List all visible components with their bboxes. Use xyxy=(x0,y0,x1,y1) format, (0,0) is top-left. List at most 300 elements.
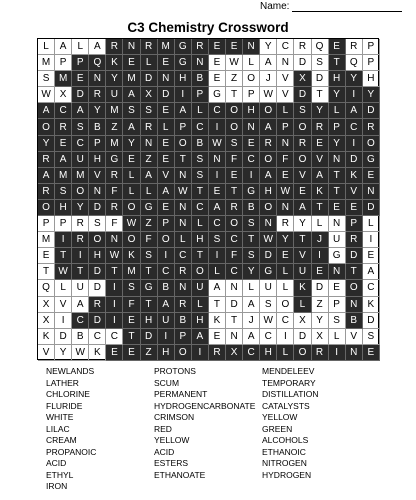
grid-cell: Q xyxy=(38,280,55,296)
grid-cell: P xyxy=(329,297,346,313)
grid-cell: O xyxy=(346,280,363,296)
word-item: RED xyxy=(154,423,172,434)
grid-cell: I xyxy=(209,248,226,264)
grid-cell: W xyxy=(55,264,72,280)
grid-cell: E xyxy=(329,280,346,296)
grid-cell: R xyxy=(38,184,55,200)
grid-cell: A xyxy=(72,297,89,313)
grid-cell: I xyxy=(158,329,175,345)
grid-cell: T xyxy=(312,200,329,216)
grid-cell: N xyxy=(89,71,106,87)
word-item: MENDELEEV xyxy=(262,366,315,376)
grid-cell: N xyxy=(106,232,123,248)
grid-cell: N xyxy=(329,264,346,280)
grid-cell: R xyxy=(72,216,89,232)
grid-cell: V xyxy=(294,248,311,264)
grid-cell: H xyxy=(175,71,192,87)
grid-cell: X xyxy=(226,345,243,361)
grid-cell: B xyxy=(192,71,209,87)
grid-cell: I xyxy=(192,345,209,361)
grid-cell: N xyxy=(226,280,243,296)
grid-cell: O xyxy=(294,119,311,135)
grid-cell: V xyxy=(346,184,363,200)
grid-cell: S xyxy=(192,168,209,184)
grid-cell: A xyxy=(209,280,226,296)
grid-cell: O xyxy=(226,216,243,232)
grid-cell: P xyxy=(175,119,192,135)
grid-cell: C xyxy=(226,264,243,280)
grid-cell: C xyxy=(346,119,363,135)
grid-cell: P xyxy=(158,216,175,232)
grid-cell: R xyxy=(346,39,363,55)
grid-cell: L xyxy=(192,216,209,232)
grid-cell: C xyxy=(363,280,380,296)
grid-cell: K xyxy=(209,313,226,329)
grid-cell: D xyxy=(89,313,106,329)
grid-cell: P xyxy=(89,136,106,152)
grid-cell: R xyxy=(294,39,311,55)
grid-cell: D xyxy=(226,297,243,313)
grid-cell: C xyxy=(277,313,294,329)
grid-cell: R xyxy=(106,168,123,184)
grid-cell: C xyxy=(243,345,260,361)
grid-cell: R xyxy=(141,39,158,55)
grid-cell: O xyxy=(158,232,175,248)
grid-cell: H xyxy=(260,345,277,361)
grid-cell: M xyxy=(106,103,123,119)
grid-cell: W xyxy=(72,345,89,361)
grid-cell: R xyxy=(260,136,277,152)
grid-cell: O xyxy=(363,136,380,152)
grid-cell: P xyxy=(363,55,380,71)
grid-cell: T xyxy=(141,297,158,313)
grid-cell: I xyxy=(55,313,72,329)
grid-cell: K xyxy=(363,297,380,313)
grid-cell: H xyxy=(89,248,106,264)
grid-cell: Z xyxy=(106,119,123,135)
word-item: PROPANOIC xyxy=(46,446,97,457)
grid-cell: O xyxy=(277,297,294,313)
grid-cell: L xyxy=(141,55,158,71)
grid-cell: Y xyxy=(346,71,363,87)
grid-cell: F xyxy=(106,184,123,200)
grid-cell: R xyxy=(277,216,294,232)
grid-cell: B xyxy=(243,200,260,216)
grid-cell: L xyxy=(38,39,55,55)
grid-cell: D xyxy=(363,103,380,119)
word-item: GREEN xyxy=(262,423,293,434)
grid-cell: Z xyxy=(141,345,158,361)
grid-cell: N xyxy=(175,280,192,296)
grid-cell: G xyxy=(141,200,158,216)
grid-cell: P xyxy=(329,119,346,135)
grid-cell: C xyxy=(226,232,243,248)
grid-cell: A xyxy=(260,119,277,135)
grid-cell: B xyxy=(192,136,209,152)
grid-cell: D xyxy=(72,87,89,103)
grid-cell: E xyxy=(123,345,140,361)
grid-cell: H xyxy=(192,232,209,248)
grid-cell: L xyxy=(175,232,192,248)
grid-cell: W xyxy=(260,313,277,329)
grid-cell: S xyxy=(243,216,260,232)
word-item: ESTERS xyxy=(154,458,189,468)
grid-cell: P xyxy=(346,216,363,232)
grid-cell: L xyxy=(294,297,311,313)
grid-cell: O xyxy=(294,152,311,168)
grid-cell: T xyxy=(38,264,55,280)
grid-cell: E xyxy=(106,345,123,361)
grid-cell: O xyxy=(72,184,89,200)
grid-cell: E xyxy=(363,168,380,184)
word-item: NITROGEN xyxy=(262,458,307,468)
grid-cell: R xyxy=(55,119,72,135)
word-item: ETHANOATE xyxy=(154,469,206,480)
grid-cell: R xyxy=(294,136,311,152)
grid-cell: X xyxy=(141,87,158,103)
grid-cell: K xyxy=(312,184,329,200)
grid-cell: N xyxy=(243,119,260,135)
grid-cell: U xyxy=(192,280,209,296)
grid-cell: F xyxy=(141,232,158,248)
word-item: CRIMSON xyxy=(154,412,195,422)
grid-cell: E xyxy=(123,313,140,329)
word-item: PROTONS xyxy=(154,366,196,376)
grid-cell: E xyxy=(277,168,294,184)
grid-cell: G xyxy=(209,87,226,103)
grid-cell: U xyxy=(72,280,89,296)
grid-cell: N xyxy=(277,55,294,71)
word-item xyxy=(154,481,262,493)
grid-cell: A xyxy=(346,103,363,119)
grid-cell: E xyxy=(346,200,363,216)
grid-cell: M xyxy=(55,71,72,87)
word-item: TEMPORARY xyxy=(262,377,316,388)
grid-cell: L xyxy=(141,184,158,200)
grid-cell: C xyxy=(192,119,209,135)
grid-cell: N xyxy=(175,200,192,216)
grid-cell: G xyxy=(329,248,346,264)
word-list xyxy=(46,366,386,493)
grid-cell: G xyxy=(260,264,277,280)
grid-cell: T xyxy=(226,313,243,329)
grid-cell: T xyxy=(329,168,346,184)
grid-cell: N xyxy=(346,345,363,361)
grid-cell: S xyxy=(329,313,346,329)
grid-cell: A xyxy=(260,168,277,184)
grid-cell: Y xyxy=(294,216,311,232)
grid-cell: Y xyxy=(312,103,329,119)
grid-cell: J xyxy=(312,232,329,248)
word-item: CATALYSTS xyxy=(262,400,310,411)
grid-cell: I xyxy=(346,87,363,103)
grid-cell: M xyxy=(106,136,123,152)
word-item: ACID xyxy=(154,446,175,457)
grid-cell: B xyxy=(175,313,192,329)
grid-cell: D xyxy=(294,329,311,345)
grid-cell: E xyxy=(226,168,243,184)
grid-cell: N xyxy=(346,297,363,313)
grid-cell: T xyxy=(243,232,260,248)
grid-cell: N xyxy=(243,39,260,55)
name-row xyxy=(260,1,402,12)
grid-cell: X xyxy=(312,329,329,345)
grid-cell: U xyxy=(72,152,89,168)
grid-cell: E xyxy=(277,248,294,264)
word-item: LILAC xyxy=(46,423,70,434)
grid-cell: G xyxy=(363,152,380,168)
grid-cell: I xyxy=(277,329,294,345)
grid-cell: A xyxy=(175,103,192,119)
grid-cell: D xyxy=(89,200,106,216)
grid-cell: O xyxy=(192,264,209,280)
grid-cell: D xyxy=(158,87,175,103)
grid-cell: T xyxy=(106,264,123,280)
grid-cell: Z xyxy=(226,71,243,87)
grid-cell: H xyxy=(260,184,277,200)
grid-cell: G xyxy=(175,55,192,71)
grid-cell: T xyxy=(329,55,346,71)
grid-cell: Y xyxy=(106,71,123,87)
grid-cell: B xyxy=(72,329,89,345)
grid-cell: A xyxy=(72,103,89,119)
grid-cell: C xyxy=(106,329,123,345)
grid-cell: L xyxy=(277,264,294,280)
grid-cell: C xyxy=(209,103,226,119)
grid-cell: J xyxy=(260,71,277,87)
grid-cell: O xyxy=(38,200,55,216)
grid-cell: V xyxy=(89,168,106,184)
grid-cell: Y xyxy=(123,136,140,152)
word-item: YELLOW xyxy=(262,412,298,422)
grid-cell: S xyxy=(141,248,158,264)
grid-cell: H xyxy=(141,313,158,329)
grid-cell: M xyxy=(158,39,175,55)
grid-cell: A xyxy=(158,184,175,200)
grid-cell: F xyxy=(226,248,243,264)
grid-cell: E xyxy=(209,71,226,87)
grid-cell: I xyxy=(72,248,89,264)
grid-cell: O xyxy=(175,345,192,361)
grid-cell: A xyxy=(243,329,260,345)
grid-cell: D xyxy=(141,71,158,87)
grid-cell: E xyxy=(38,248,55,264)
grid-cell: S xyxy=(38,71,55,87)
grid-cell: S xyxy=(123,280,140,296)
grid-cell: R xyxy=(89,297,106,313)
grid-cell: P xyxy=(38,216,55,232)
grid-cell: X xyxy=(38,313,55,329)
grid-cell: N xyxy=(175,216,192,232)
word-item: ETHYL xyxy=(46,469,74,480)
grid-cell: W xyxy=(106,248,123,264)
word-item xyxy=(262,481,382,493)
grid-cell: D xyxy=(141,329,158,345)
grid-cell: I xyxy=(209,168,226,184)
grid-cell: A xyxy=(89,39,106,55)
grid-cell: Y xyxy=(55,345,72,361)
grid-cell: V xyxy=(55,297,72,313)
grid-cell: R xyxy=(38,152,55,168)
grid-cell: N xyxy=(123,39,140,55)
grid-cell: C xyxy=(209,216,226,232)
grid-cell: E xyxy=(243,136,260,152)
word-item: ACID xyxy=(46,458,67,468)
crossword-grid xyxy=(37,38,379,360)
grid-cell: S xyxy=(294,103,311,119)
grid-cell: E xyxy=(158,200,175,216)
grid-cell: D xyxy=(294,87,311,103)
grid-cell: R xyxy=(312,119,329,135)
grid-cell: D xyxy=(260,248,277,264)
grid-cell: K xyxy=(106,55,123,71)
grid-cell: M xyxy=(38,232,55,248)
name-line[interactable] xyxy=(292,2,402,12)
grid-cell: V xyxy=(312,152,329,168)
grid-cell: R xyxy=(363,119,380,135)
grid-cell: U xyxy=(106,87,123,103)
grid-cell: R xyxy=(346,232,363,248)
grid-cell: E xyxy=(312,264,329,280)
grid-cell: G xyxy=(243,184,260,200)
grid-cell: H xyxy=(158,345,175,361)
word-item: CREAM xyxy=(46,435,77,445)
grid-cell: R xyxy=(141,119,158,135)
grid-cell: A xyxy=(209,200,226,216)
grid-cell: A xyxy=(243,297,260,313)
grid-cell: L xyxy=(243,280,260,296)
grid-cell: O xyxy=(89,232,106,248)
grid-cell: O xyxy=(260,200,277,216)
grid-cell: W xyxy=(123,216,140,232)
grid-cell: L xyxy=(72,39,89,55)
grid-cell: T xyxy=(346,264,363,280)
grid-cell: I xyxy=(175,87,192,103)
grid-cell: O xyxy=(260,152,277,168)
grid-cell: E xyxy=(329,200,346,216)
grid-cell: E xyxy=(123,152,140,168)
grid-cell: E xyxy=(209,39,226,55)
grid-cell: W xyxy=(175,184,192,200)
grid-cell: P xyxy=(277,119,294,135)
grid-cell: C xyxy=(175,248,192,264)
grid-cell: W xyxy=(38,87,55,103)
grid-cell: E xyxy=(363,345,380,361)
grid-cell: T xyxy=(175,152,192,168)
grid-cell: S xyxy=(141,103,158,119)
grid-cell: G xyxy=(106,152,123,168)
grid-cell: I xyxy=(329,345,346,361)
grid-cell: V xyxy=(294,168,311,184)
page-title: C3 Chemistry Crossword xyxy=(127,20,289,35)
grid-cell: M xyxy=(123,71,140,87)
grid-cell: T xyxy=(141,264,158,280)
grid-cell: Y xyxy=(89,103,106,119)
grid-cell: O xyxy=(294,345,311,361)
grid-cell: C xyxy=(192,200,209,216)
grid-cell: W xyxy=(209,136,226,152)
grid-cell: L xyxy=(123,168,140,184)
word-item: PERMANENT xyxy=(154,389,208,399)
grid-cell: L xyxy=(123,184,140,200)
grid-cell: E xyxy=(158,103,175,119)
grid-cell: C xyxy=(277,39,294,55)
grid-cell: K xyxy=(38,329,55,345)
grid-cell: U xyxy=(260,280,277,296)
grid-cell: A xyxy=(158,297,175,313)
word-item: HYDROGENCARBONATE xyxy=(154,400,256,411)
grid-cell: S xyxy=(55,184,72,200)
grid-cell: T xyxy=(72,264,89,280)
grid-cell: A xyxy=(38,168,55,184)
grid-cell: Q xyxy=(346,55,363,71)
grid-cell: T xyxy=(55,248,72,264)
grid-cell: A xyxy=(363,264,380,280)
grid-cell: R xyxy=(89,87,106,103)
grid-cell: E xyxy=(294,184,311,200)
grid-cell: R xyxy=(175,264,192,280)
grid-cell: D xyxy=(363,313,380,329)
grid-cell: I xyxy=(106,280,123,296)
grid-cell: Y xyxy=(243,264,260,280)
grid-cell: P xyxy=(72,55,89,71)
grid-cell: T xyxy=(192,248,209,264)
grid-cell: E xyxy=(158,55,175,71)
grid-cell: D xyxy=(312,280,329,296)
grid-cell: C xyxy=(89,329,106,345)
grid-cell: Y xyxy=(329,136,346,152)
grid-cell: T xyxy=(209,297,226,313)
word-item: FLURIDE xyxy=(46,400,83,411)
grid-cell: K xyxy=(346,168,363,184)
grid-cell: L xyxy=(158,119,175,135)
grid-cell: E xyxy=(55,136,72,152)
grid-cell: M xyxy=(123,264,140,280)
grid-cell: H xyxy=(329,71,346,87)
grid-cell: N xyxy=(158,71,175,87)
grid-cell: Y xyxy=(38,136,55,152)
grid-cell: F xyxy=(106,216,123,232)
word-item: IRON xyxy=(46,481,68,491)
grid-cell: I xyxy=(106,313,123,329)
grid-cell: N xyxy=(260,216,277,232)
grid-cell: T xyxy=(123,329,140,345)
grid-cell: E xyxy=(209,329,226,345)
grid-cell: D xyxy=(346,248,363,264)
grid-cell: L xyxy=(312,216,329,232)
word-item: DISTILLATION xyxy=(262,389,319,399)
grid-cell: W xyxy=(277,184,294,200)
grid-cell: D xyxy=(89,264,106,280)
grid-cell: N xyxy=(329,152,346,168)
grid-cell: L xyxy=(192,297,209,313)
grid-cell: P xyxy=(192,87,209,103)
grid-cell: A xyxy=(312,168,329,184)
grid-cell: W xyxy=(260,232,277,248)
grid-cell: E xyxy=(158,136,175,152)
grid-cell: X xyxy=(294,71,311,87)
word-item: LATHER xyxy=(46,377,79,388)
grid-cell: H xyxy=(243,103,260,119)
grid-cell: N xyxy=(277,136,294,152)
grid-cell: S xyxy=(209,232,226,248)
grid-cell: L xyxy=(192,103,209,119)
grid-cell: L xyxy=(277,280,294,296)
grid-cell: R xyxy=(226,200,243,216)
grid-cell: T xyxy=(226,87,243,103)
grid-cell: A xyxy=(123,119,140,135)
word-item: HYDROGEN xyxy=(262,469,312,480)
